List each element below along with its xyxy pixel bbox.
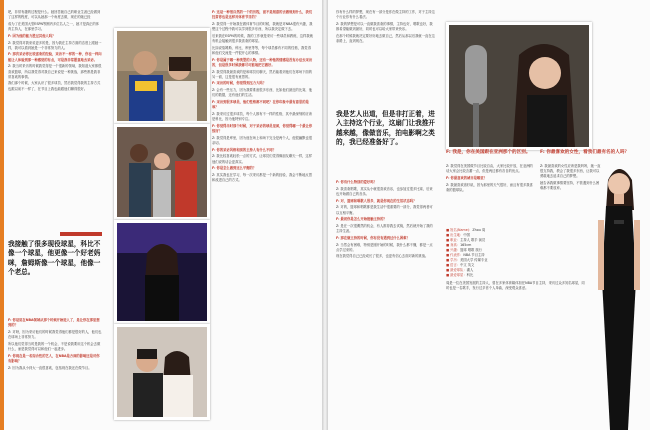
answer-text: Z: 我比较喜欢轻松一点的方式，让球员们觉得像朋友聊天一样，这样他们说的话会更真实。 (212, 154, 313, 164)
answer-text: Z: 我最喜欢的女性应该是我妈妈，她一直很支持我，教会了我很多东西，让我可以勇敢地去追求自己的梦想。 (540, 164, 601, 179)
pull-quote-right: 我是艺人出道，但是非打正着，进入主持这个行业，这扇门让我推开越来越，像做音乐，拍电影啊之类的，我已经准备好了。 (336, 110, 435, 147)
answer-text: Z: 对的，篮球和唱歌都是我生活中很重要的一部分，我觉得两者可以互相平衡。 (336, 205, 433, 215)
answer-text: Z: 会有一些压力，因为我要准备很多东西，比如他们最近的比赛，他们的数据，还有他们的生活。 (212, 88, 313, 98)
answer-text: 成为了在美国大型ESPN等圈内多位名人之一，她才是真正的体育主持人，在那里学习。 (8, 21, 100, 32)
question-text: F: 你是怎么做到这么平衡的？ (212, 166, 257, 171)
answer-text: 后来我在ESPN的时候，我的工作就是采访一些球员和教练，这样我就有机会接触到很多我喜欢的球星。 (212, 33, 313, 44)
question-text: F: 你现在是一名综合性的艺人，在NBA是方面的影响还是对你有影响？ (8, 353, 100, 363)
photo-stage-portrait (114, 220, 210, 324)
bio-description: 周是一位在美国发展的主持人，曾在多家体育媒体担任NBA节目主持，采访过众多知名球星，同时也是一名歌手，发行过多首个人单曲，深受观众喜爱。 (446, 281, 585, 290)
bio-key: ■ 语言： (446, 263, 461, 267)
right-col1b-text (336, 180, 436, 424)
question-text: F: 那在做主持的时候，你有没有遇到过什么困难？ (336, 235, 410, 240)
right-page (328, 0, 650, 430)
question-text: F: 采访的时候，你觉得到压力大吗？ (212, 81, 266, 86)
bio-value: 湖人 (466, 268, 474, 272)
question-text: F: 对，篮球和唱歌人很多，就是你现在的生活状态吗？ (336, 198, 417, 203)
bio-value: Zhou 周 (472, 228, 486, 232)
answer-text: Z: 我的梦想是可以一直做我喜欢的事情，主持也好，唱歌也好，我都希望能做到最好，同时也可以给大家带来快乐。 (336, 21, 433, 32)
left-edge-stripe (0, 0, 4, 430)
bio-key: ■ 职业： (446, 238, 461, 242)
question-text: F: 采访到很多球员，他们性格都不同吧？在你印象中最有意思的是谁？ (212, 100, 309, 110)
bio-row (446, 273, 588, 278)
bio-key: ■ 最爱球队： (446, 268, 467, 272)
left-page (0, 0, 322, 430)
right-col1-text (336, 10, 436, 106)
bio-key: ■ 出生地： (446, 233, 464, 237)
left-col2-text (212, 10, 314, 424)
bio-key: ■ 学历： (446, 258, 461, 262)
answer-text: Z: 因为我从小到大一直很喜欢，包括现在我还在做节目。 (8, 365, 92, 370)
question-text: F: 你最喜欢的城市是哪里？ (446, 175, 487, 180)
answer-text: Z: 我觉得对我来说更多的是，因为我在主持方面的态度上跟她一样，我可以看到她是一个非常努力的人。 (8, 40, 102, 50)
photo-with-player (114, 28, 210, 124)
right-col2-left-text (446, 164, 534, 220)
question-text: F: 你有什么特别的爱好吗？ (336, 180, 377, 184)
bio-value: 篮球 唱歌 旅行 (460, 248, 482, 252)
bio-key: ■ 姓名(Name)： (446, 228, 473, 232)
pull-quote-rule (60, 232, 102, 236)
bio-key: ■ 兴趣： (446, 248, 461, 252)
photo-pair-portrait (114, 324, 210, 420)
photo-with-players-group (114, 124, 210, 220)
question-text: F: 那次采访你比较喜欢的经验，采访不一样的一种，你也一样向能让人体验到那一种感觉的有点，可是我非常愿意地去采访。 (8, 52, 102, 62)
pull-quote: 我接触了很多现役球星，科比不像一个球星，他更像一个好老妈咪，詹姆斯像一个球星，他像一个老总。 (8, 240, 101, 277)
answer-text: 她告诉我做事情要坚持，不管遇到什么困难都不要放弃。 (540, 181, 600, 191)
standing-host-figure (588, 150, 650, 430)
bio-value: NBA 节目主持 (463, 253, 485, 257)
answer-text: Z: 其实我也在学习，每一次采访都是一个新的经验，我会不断地反思和改进自己的方式。 (212, 172, 313, 183)
answer-text: 现在我觉得自己已经成长了很多，也更有信心去面对新的挑战。 (336, 254, 429, 259)
bio-key: ■ 身高： (446, 243, 461, 247)
question-text: F: 因为他的能力胜过其他人吗？ (8, 33, 56, 38)
question-text: F: 你觉得当时那个时候，对于采访的球员里面，你觉得哪一个最让你惊讶？ (212, 123, 313, 134)
question-head-2: F: 你最喜欢的女性，看我们最有名的人吗？ (540, 150, 630, 155)
question-text: F: 你的采访风格和别的主持人有什么不同？ (212, 147, 276, 152)
answer-text: Z: 对呀，因为采访他们的时候我觉得他们都是很好的人，他们也在球场上非常努力。 (8, 329, 102, 340)
bio-panel (446, 228, 588, 426)
answer-text: 我们那个时候，大家认识了很多球员，然后我觉得我的主持方式也跟以前不一样了，在节目上我也能跟他们聊得很好。 (8, 81, 101, 91)
answer-text: Z: 我觉得我最喜欢的是和球员们聊天，然后能看到他们在球场下面的另一面，这是很有意思的。 (212, 69, 313, 79)
bio-value: 科比 (466, 273, 474, 277)
bio-value: 中文 英文 (460, 263, 475, 267)
bio-key: ■ 代表作： (446, 253, 464, 257)
answer-text: 吧，非常有趣的过程是什么。她回答她自己的职业生涯已经做到了这样的程度，可以从她那一个角度去做，现在的她已经 (8, 10, 101, 20)
bio-value: 中国 (463, 233, 470, 237)
left-col1b-text (8, 318, 102, 422)
answer-text: Z: 我觉得是库里，因为他在场上和场下完全是两个人，他很幽默也很亲切。 (212, 135, 313, 145)
question-text: F: 你是说在NBA领域从那个时候开始进入了，是让你在那里想到的？ (8, 318, 100, 328)
answer-text: Z: 我喜欢唱歌，其实从小就很喜欢音乐，也参加过很多比赛，后来也开始做自己的音乐。 (336, 186, 433, 196)
answer-text: 在那个时候我就决定要好好地去做自己，然后从那以后我就一直在这条路上，直到现在。 (336, 33, 435, 44)
answer-text: Z: 我觉得一开始我在做体育节目的时候，我就是对NBA很有兴趣，我想这个过程中我可以学到很多东西，所以我决定做下去。 (212, 21, 313, 32)
answer-text: Z: 我采访过很多球员，每个人都有不一样的性格，其中最深刻的应该是科比，因为他特别专注。 (212, 111, 313, 122)
bio-value: 主持人 歌手 演员 (460, 238, 486, 242)
bio-value: 美国大学 传媒专业 (460, 258, 488, 262)
question-text: F: 你是属于哪一种类型的人物，还有一种他的情感是没有办法去采访的，但是很多时候我都尽可能地把它做好。 (212, 57, 313, 67)
answer-text: Z: 我最喜欢洛杉矶，因为那里的天气很好，而且有很多我喜欢的篮球队。 (446, 182, 533, 192)
left-col1-text (8, 10, 102, 220)
bio-value: 165cm (460, 243, 472, 247)
bio-key: ■ 最爱球星： (446, 273, 467, 277)
answer-text: 比如说詹姆斯、科比、库里等等，每个球员都有不同的性格，我觉得和他们交流是一件很开心的事情。 (212, 45, 311, 55)
answer-text: 所以他们觉得当时是我的一个机会，不是说我要用这个机会去做什么，而是我觉得可以和他们一起进步。 (8, 341, 101, 352)
answer-text: Z: 我觉得在美国做节目比较自由，大家比较开放，在亚洲的话大家会比较含蓄一点，但是两边都有各自的优点。 (446, 164, 533, 174)
question-head-1: F: 我是，你在美国跟在亚洲那个的区别。 (446, 150, 531, 155)
answer-text: 你有什么样的梦想，现在有一部分是你在做主持的工作，对于主持这个行业你有什么看法。 (336, 10, 435, 20)
answer-text: Z: 我当时采访的时候我觉得是一个很新的领域，我知道大家都很喜欢篮球，所以我觉得对我自己来说是一种挑战，那些都是我非常喜欢的事情。 (8, 64, 102, 79)
photo-studio-microphone (446, 22, 592, 150)
answer-text: Z: 当然会有困难，特别是刚开始的时候，我什么都不懂，都是一点点学过来的。 (336, 242, 433, 252)
question-text: F: 这是一种很自然的一个的历程，而不是刻意的去做规划什么，我们经常你也是这样对体育节目的？ (212, 10, 313, 20)
answer-text: Z: 是在一次很偶然的机会，有人推荐我去试镜，然后就开始了我的主持生涯。 (336, 223, 433, 234)
question-text: F: 最初你是怎么开始接触主持的？ (336, 217, 387, 222)
